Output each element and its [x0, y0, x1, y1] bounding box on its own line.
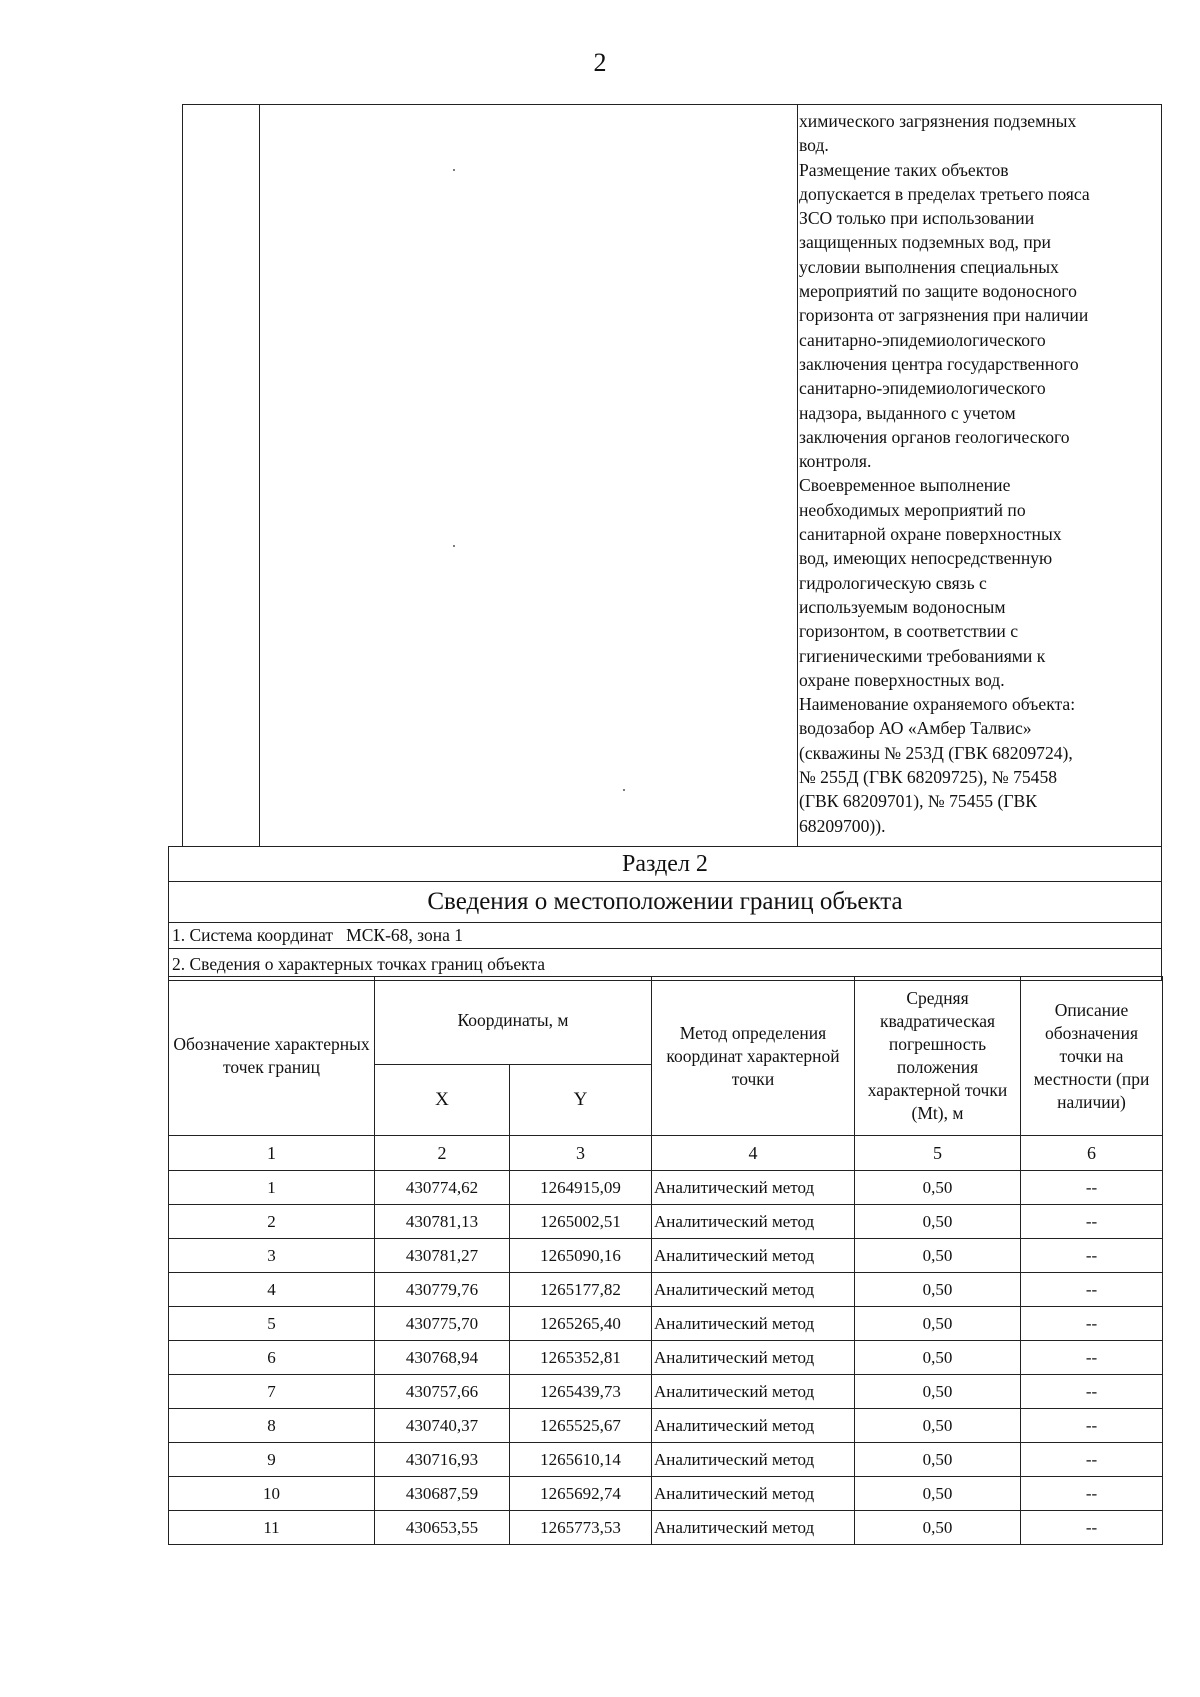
coordinate-x: 430716,93: [375, 1443, 510, 1477]
mean-square-error: 0,50: [855, 1239, 1021, 1273]
coordinate-x: 430757,66: [375, 1375, 510, 1409]
table-row: [169, 1341, 1163, 1375]
coordinate-x: 430653,55: [375, 1511, 510, 1545]
restrictions-table-continuation: [182, 104, 1162, 846]
point-designation: 3: [169, 1239, 375, 1273]
point-description: --: [1021, 1171, 1163, 1205]
mean-square-error: 0,50: [855, 1375, 1021, 1409]
method: Аналитический метод: [652, 1477, 855, 1511]
text-line: водозабор АО «Амбер Талвис»: [799, 718, 1032, 739]
coordinate-y: 1265525,67: [510, 1409, 652, 1443]
point-designation: 11: [169, 1511, 375, 1545]
coordinate-y: 1265692,74: [510, 1477, 652, 1511]
coordinate-y: 1265352,81: [510, 1341, 652, 1375]
text-line: вод, имеющих непосредственную: [799, 548, 1053, 569]
method: Аналитический метод: [652, 1375, 855, 1409]
coordinate-x: 430687,59: [375, 1477, 510, 1511]
text-line: условии выполнения специальных: [799, 256, 1059, 277]
point-description: --: [1021, 1477, 1163, 1511]
header-mean-square-error: Средняя квадратическая погрешность положения характерной точки (Mt), м: [855, 977, 1021, 1136]
point-designation: 5: [169, 1307, 375, 1341]
table-row: [169, 1511, 1163, 1545]
header-method: Метод определения координат характерной точки: [652, 977, 855, 1136]
point-designation: 4: [169, 1273, 375, 1307]
column-number: 5: [855, 1136, 1021, 1171]
text-line: химического загрязнения подземных: [799, 111, 1077, 131]
text-line: гидрологическую связь с: [799, 572, 987, 593]
point-description: --: [1021, 1239, 1163, 1273]
table-row: [169, 1239, 1163, 1273]
text-line: 68209700)).: [799, 815, 886, 836]
section-2-header: [168, 846, 1162, 981]
method: Аналитический метод: [652, 1239, 855, 1273]
mean-square-error: 0,50: [855, 1171, 1021, 1205]
text-line: горизонта от загрязнения при наличии: [799, 305, 1089, 326]
mean-square-error: 0,50: [855, 1307, 1021, 1341]
text-line: № 255Д (ГВК 68209725), № 75458: [799, 767, 1058, 788]
text-line: защищенных подземных вод, при: [799, 232, 1051, 253]
column-divider: [797, 105, 798, 846]
scan-speck: [623, 789, 625, 791]
coordinate-system-value: МСК-68, зона 1: [346, 925, 463, 945]
point-designation: 9: [169, 1443, 375, 1477]
mean-square-error: 0,50: [855, 1409, 1021, 1443]
text-line: заключения центра государственного: [799, 353, 1079, 374]
table-row: [169, 1307, 1163, 1341]
text-line: контроля.: [799, 451, 872, 472]
column-number-row: [169, 1136, 1163, 1171]
text-line: ЗСО только при использовании: [799, 208, 1035, 229]
coordinate-y: 1265002,51: [510, 1205, 652, 1239]
mean-square-error: 0,50: [855, 1273, 1021, 1307]
coordinate-system-row: [169, 923, 1162, 949]
coordinate-x: 430740,37: [375, 1409, 510, 1443]
point-designation: 2: [169, 1205, 375, 1239]
point-designation: 8: [169, 1409, 375, 1443]
table-row: [169, 1409, 1163, 1443]
table-row: [169, 1375, 1163, 1409]
text-line: горизонтом, в соответствии с: [799, 621, 1019, 642]
method: Аналитический метод: [652, 1205, 855, 1239]
text-line: Своевременное выполнение: [799, 475, 1011, 496]
text-line: Размещение таких объектов: [799, 159, 1009, 180]
method: Аналитический метод: [652, 1273, 855, 1307]
point-designation: 10: [169, 1477, 375, 1511]
restriction-description-text: [799, 109, 1159, 838]
table-row: [169, 1477, 1163, 1511]
coordinate-x: 430768,94: [375, 1341, 510, 1375]
coordinate-x: 430781,13: [375, 1205, 510, 1239]
point-designation: 7: [169, 1375, 375, 1409]
text-line: санитарной охране поверхностных: [799, 524, 1062, 545]
scan-speck: [453, 545, 455, 547]
point-designation: 1: [169, 1171, 375, 1205]
text-line: вод.: [799, 135, 829, 156]
text-line: заключения органов геологического: [799, 426, 1070, 447]
point-designation: 6: [169, 1341, 375, 1375]
coordinate-x: 430781,27: [375, 1239, 510, 1273]
coordinate-y: 1265265,40: [510, 1307, 652, 1341]
method: Аналитический метод: [652, 1443, 855, 1477]
boundary-points-label: 2. Сведения о характерных точках границ объекта: [169, 949, 1162, 981]
method: Аналитический метод: [652, 1171, 855, 1205]
mean-square-error: 0,50: [855, 1341, 1021, 1375]
boundary-points-table: [168, 976, 1163, 1545]
scan-speck: [453, 169, 455, 171]
column-number: 6: [1021, 1136, 1163, 1171]
text-line: допускается в пределах третьего пояса: [799, 183, 1090, 204]
header-coordinates: Координаты, м: [375, 977, 652, 1065]
column-number: 1: [169, 1136, 375, 1171]
text-line: (ГВК 68209701), № 75455 (ГВК: [799, 791, 1037, 812]
text-line: санитарно-эпидемиологического: [799, 329, 1046, 350]
section-subtitle: Сведения о местоположении границ объекта: [169, 882, 1162, 923]
column-number: 3: [510, 1136, 652, 1171]
method: Аналитический метод: [652, 1307, 855, 1341]
page-number: 2: [593, 48, 607, 77]
point-description: --: [1021, 1443, 1163, 1477]
coordinate-y: 1265610,14: [510, 1443, 652, 1477]
method: Аналитический метод: [652, 1409, 855, 1443]
point-description: --: [1021, 1307, 1163, 1341]
point-description: --: [1021, 1341, 1163, 1375]
method: Аналитический метод: [652, 1341, 855, 1375]
coordinate-system-label: 1. Система координат: [172, 925, 334, 945]
point-description: --: [1021, 1205, 1163, 1239]
text-line: (скважины № 253Д (ГВК 68209724),: [799, 742, 1073, 763]
point-description: --: [1021, 1511, 1163, 1545]
method: Аналитический метод: [652, 1511, 855, 1545]
text-line: гигиеническими требованиями к: [799, 645, 1046, 666]
text-line: используемым водоносным: [799, 596, 1006, 617]
text-line: необходимых мероприятий по: [799, 499, 1026, 520]
point-description: --: [1021, 1409, 1163, 1443]
point-description: --: [1021, 1273, 1163, 1307]
table-row: [169, 1171, 1163, 1205]
text-line: надзора, выданного с учетом: [799, 402, 1016, 423]
text-line: Наименование охраняемого объекта:: [799, 694, 1076, 715]
point-description: --: [1021, 1375, 1163, 1409]
column-number: 2: [375, 1136, 510, 1171]
coordinate-y: 1265090,16: [510, 1239, 652, 1273]
mean-square-error: 0,50: [855, 1443, 1021, 1477]
coordinate-x: 430774,62: [375, 1171, 510, 1205]
coordinate-y: 1265177,82: [510, 1273, 652, 1307]
section-title: Раздел 2: [169, 847, 1162, 882]
mean-square-error: 0,50: [855, 1511, 1021, 1545]
header-y: Y: [510, 1065, 652, 1136]
mean-square-error: 0,50: [855, 1477, 1021, 1511]
header-designation: Обозначение характерных точек границ: [169, 977, 375, 1136]
mean-square-error: 0,50: [855, 1205, 1021, 1239]
column-divider: [259, 105, 260, 846]
coordinate-y: 1265773,53: [510, 1511, 652, 1545]
table-row: [169, 1205, 1163, 1239]
text-line: санитарно-эпидемиологического: [799, 378, 1046, 399]
header-description: Описание обозначения точки на местности (при наличии): [1021, 977, 1163, 1136]
coordinate-x: 430779,76: [375, 1273, 510, 1307]
table-row: [169, 1443, 1163, 1477]
text-line: охране поверхностных вод.: [799, 669, 1005, 690]
coordinate-y: 1265439,73: [510, 1375, 652, 1409]
header-x: X: [375, 1065, 510, 1136]
column-number: 4: [652, 1136, 855, 1171]
text-line: мероприятий по защите водоносного: [799, 281, 1077, 302]
coordinate-x: 430775,70: [375, 1307, 510, 1341]
table-row: [169, 1273, 1163, 1307]
coordinate-y: 1264915,09: [510, 1171, 652, 1205]
